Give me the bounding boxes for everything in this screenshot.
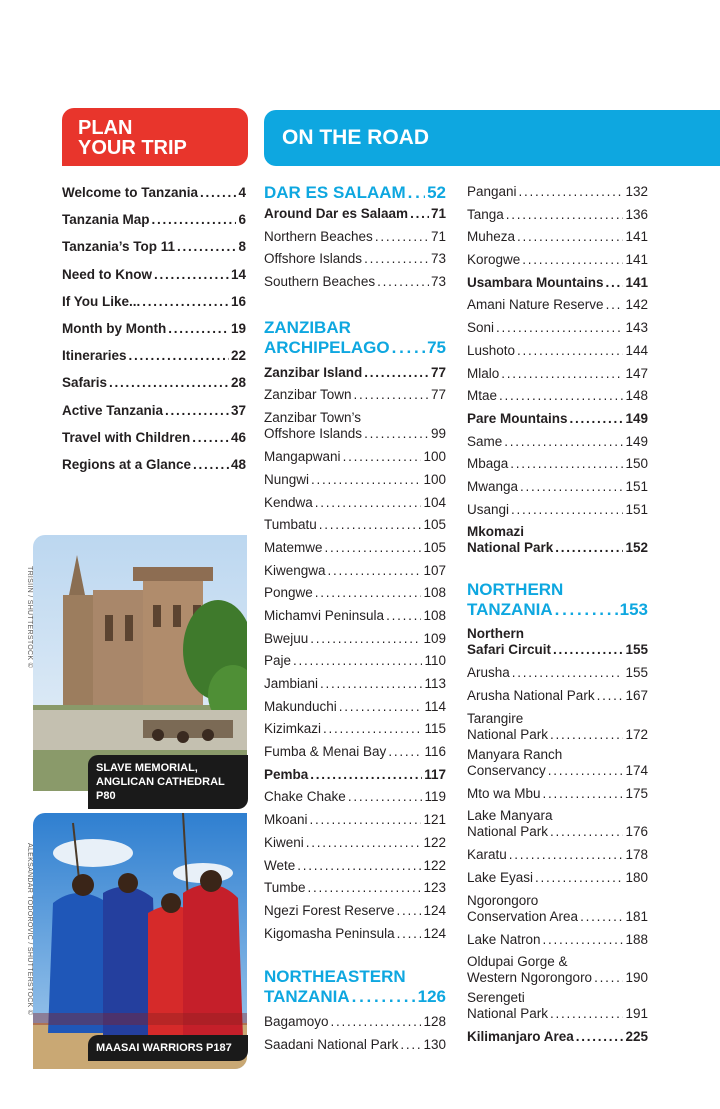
- toc-item[interactable]: Kigomasha Peninsula . . . 124: [264, 923, 446, 946]
- toc-item[interactable]: Amani Nature Reserve . . . 142: [467, 294, 648, 317]
- maasai-photo: [33, 813, 247, 1069]
- toc-item[interactable]: Tanzania Map . . . 6: [62, 206, 246, 233]
- toc-item[interactable]: Arusha . . . 155: [467, 662, 648, 685]
- toc-item[interactable]: Safaris . . . 28: [62, 369, 246, 396]
- toc-item[interactable]: Tarangire National Park . . . 172: [467, 711, 648, 743]
- photo-caption: MAASAI WARRIORS P187: [88, 1035, 248, 1061]
- section-heading-northern-tanzania[interactable]: NORTHERN TANZANIA . . . 153: [467, 580, 648, 620]
- on-the-road-column-2: [467, 181, 648, 1049]
- maasai-image: [33, 813, 247, 1069]
- toc-item[interactable]: Tumbatu . . . 105: [264, 514, 446, 537]
- toc-item[interactable]: Saadani National Park . . . 130: [264, 1034, 446, 1057]
- toc-item[interactable]: Arusha National Park . . . 167: [467, 685, 648, 708]
- toc-item[interactable]: Lushoto . . . 144: [467, 340, 648, 363]
- toc-item[interactable]: Northern Beaches . . . 71: [264, 226, 446, 249]
- toc-item[interactable]: Mangapwani . . . 100: [264, 446, 446, 469]
- toc-item[interactable]: Zanzibar Island . . . 77: [264, 362, 446, 385]
- toc-item[interactable]: Fumba & Menai Bay . . . 116: [264, 741, 446, 764]
- on-the-road-banner: ON THE ROAD: [264, 110, 720, 166]
- toc-item[interactable]: Pangani . . . 132: [467, 181, 648, 204]
- section-heading-northeastern[interactable]: NORTHEASTERN TANZANIA . . . 126: [264, 967, 446, 1007]
- toc-item[interactable]: Pongwe . . . 108: [264, 582, 446, 605]
- toc-item[interactable]: Kizimkazi . . . 115: [264, 718, 446, 741]
- cathedral-photo: [33, 535, 247, 791]
- toc-item[interactable]: Paje . . . 110: [264, 650, 446, 673]
- toc-item[interactable]: Karatu . . . 178: [467, 844, 648, 867]
- toc-item[interactable]: Northern Safari Circuit . . . 155: [467, 626, 648, 658]
- toc-item[interactable]: Mbaga . . . 150: [467, 453, 648, 476]
- toc-item[interactable]: Mwanga . . . 151: [467, 476, 648, 499]
- plan-banner-line2: YOUR TRIP: [78, 137, 187, 159]
- on-the-road-column-1: [264, 183, 446, 1057]
- section-heading-dar-es-salaam[interactable]: DAR ES SALAAM . . . 52: [264, 183, 446, 203]
- toc-item[interactable]: Pemba . . . 117: [264, 764, 446, 787]
- toc-item[interactable]: Month by Month . . . 19: [62, 315, 246, 342]
- toc-item[interactable]: Need to Know . . . 14: [62, 261, 246, 288]
- photo-caption: SLAVE MEMORIAL, ANGLICAN CATHEDRAL P80: [88, 755, 248, 809]
- toc-item[interactable]: Regions at a Glance . . . 48: [62, 451, 246, 478]
- toc-item[interactable]: Bwejuu . . . 109: [264, 628, 446, 651]
- toc-item[interactable]: Ngorongoro Conservation Area . . . 181: [467, 893, 648, 925]
- toc-item[interactable]: Around Dar es Salaam . . . 71: [264, 203, 446, 226]
- toc-item[interactable]: Same . . . 149: [467, 431, 648, 454]
- toc-item[interactable]: Matemwe . . . 105: [264, 537, 446, 560]
- toc-item[interactable]: Wete . . . 122: [264, 855, 446, 878]
- toc-item[interactable]: Lake Manyara National Park . . . 176: [467, 808, 648, 840]
- section-heading-zanzibar[interactable]: ZANZIBAR ARCHIPELAGO . . . 75: [264, 318, 446, 358]
- toc-item[interactable]: Travel with Children . . . 46: [62, 424, 246, 451]
- photo-credit: ALEKSANDAR TODOROVIC / SHUTTERSTOCK ©: [26, 843, 33, 1016]
- toc-item[interactable]: Mto wa Mbu . . . 175: [467, 783, 648, 806]
- plan-banner-line1: PLAN: [78, 117, 133, 139]
- toc-item[interactable]: Offshore Islands . . . 73: [264, 248, 446, 271]
- toc-item[interactable]: Zanzibar Town’s Offshore Islands . . . 99: [264, 410, 446, 442]
- toc-item[interactable]: Ngezi Forest Reserve . . . 124: [264, 900, 446, 923]
- toc-item[interactable]: Korogwe . . . 141: [467, 249, 648, 272]
- toc-item[interactable]: Mlalo . . . 147: [467, 363, 648, 386]
- toc-item[interactable]: Michamvi Peninsula . . . 108: [264, 605, 446, 628]
- toc-item[interactable]: Chake Chake . . . 119: [264, 786, 446, 809]
- toc-item[interactable]: Welcome to Tanzania . . . 4: [62, 179, 246, 206]
- toc-item[interactable]: Muheza . . . 141: [467, 226, 648, 249]
- toc-item[interactable]: Usambara Mountains . . . 141: [467, 272, 648, 295]
- toc-item[interactable]: Usangi . . . 151: [467, 499, 648, 522]
- toc-item[interactable]: Kendwa . . . 104: [264, 492, 446, 515]
- toc-item[interactable]: Mtae . . . 148: [467, 385, 648, 408]
- toc-item[interactable]: Jambiani . . . 113: [264, 673, 446, 696]
- toc-item[interactable]: Bagamoyo . . . 128: [264, 1011, 446, 1034]
- toc-item[interactable]: Active Tanzania . . . 37: [62, 397, 246, 424]
- toc-item[interactable]: Soni . . . 143: [467, 317, 648, 340]
- toc-item[interactable]: Manyara Ranch Conservancy . . . 174: [467, 747, 648, 779]
- toc-item[interactable]: Kilimanjaro Area . . . 225: [467, 1026, 648, 1049]
- toc-item[interactable]: Tanga . . . 136: [467, 204, 648, 227]
- toc-item[interactable]: Oldupai Gorge & Western Ngorongoro . . . 190: [467, 954, 648, 986]
- toc-item[interactable]: Itineraries . . . 22: [62, 342, 246, 369]
- toc-item[interactable]: Nungwi . . . 100: [264, 469, 446, 492]
- plan-trip-list: [62, 179, 246, 478]
- toc-item[interactable]: Mkomazi National Park . . . 152: [467, 524, 648, 556]
- toc-item[interactable]: Kiwengwa . . . 107: [264, 560, 446, 583]
- toc-item[interactable]: Makunduchi . . . 114: [264, 696, 446, 719]
- toc-item[interactable]: Tumbe . . . 123: [264, 877, 446, 900]
- photo-credit: TRISIIN / SHUTTERSTOCK ©: [26, 566, 33, 669]
- toc-item[interactable]: Kiweni . . . 122: [264, 832, 446, 855]
- plan-your-trip-banner: [62, 108, 248, 166]
- toc-item[interactable]: Southern Beaches . . . 73: [264, 271, 446, 294]
- toc-item[interactable]: Mkoani . . . 121: [264, 809, 446, 832]
- toc-item[interactable]: Lake Natron . . . 188: [467, 929, 648, 952]
- cathedral-image: [33, 535, 247, 791]
- toc-item[interactable]: Pare Mountains . . . 149: [467, 408, 648, 431]
- toc-item[interactable]: Serengeti National Park . . . 191: [467, 990, 648, 1022]
- toc-item[interactable]: Lake Eyasi . . . 180: [467, 867, 648, 890]
- toc-item[interactable]: Tanzania’s Top 11 . . . 8: [62, 233, 246, 260]
- toc-item[interactable]: Zanzibar Town . . . 77: [264, 384, 446, 407]
- toc-item[interactable]: If You Like... . . . 16: [62, 288, 246, 315]
